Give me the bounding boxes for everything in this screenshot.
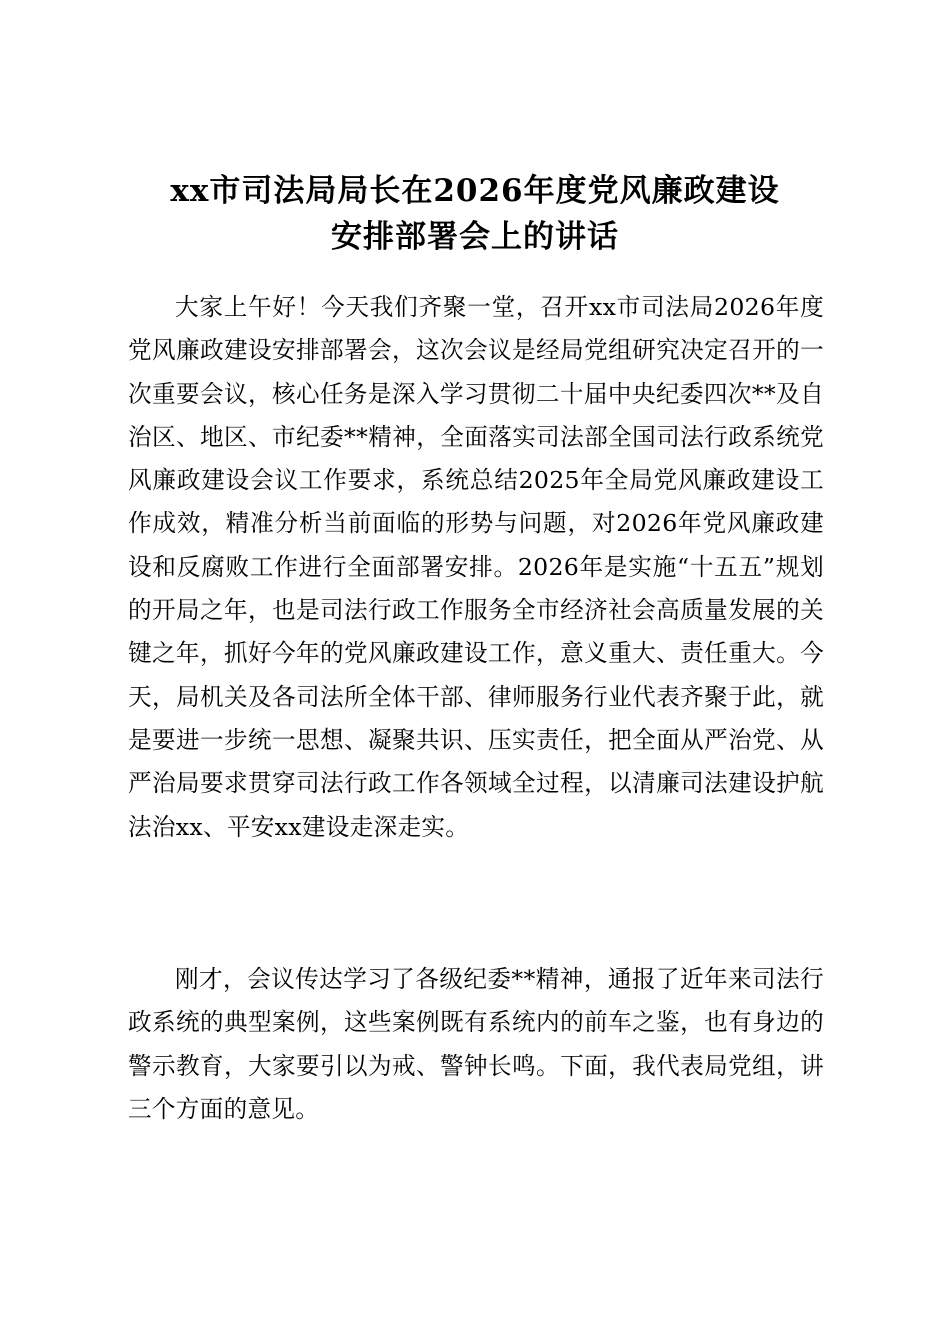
body-paragraph-2: 刚才，会议传达学习了各级纪委**精神，通报了近年来司法行政系统的典型案例，这些案例既有系统内的前车之鉴，也有身边的警示教育，大家要引以为戒、警钟长鸣。下面，我代表局党组，讲三个方面的意见。	[128, 965, 824, 1123]
document-title-line-2: 安排部署会上的讲话	[331, 219, 619, 255]
document-title-line-1: xx市司法局局长在2026年度党风廉政建设	[170, 173, 780, 209]
body-paragraph-1: 大家上午好！今天我们齐聚一堂，召开xx市司法局2026年度党风廉政建设安排部署会，这次会议是经局党组研究决定召开的一次重要会议，核心任务是深入学习贯彻二十届中央纪委四次**及自治区、地区、市纪委**精神，全面落实司法部全国司法行政系统党风廉政建设会议工作要求，系统总结2025年全局党风廉政建设工作成效，精准分析当前面临的形势与问题，对2026年党风廉政建设和反腐败工作进行全面部署安排。2026年是实施“十五五”规划的开局之年，也是司法行政工作服务全市经济社会高质量发展的关键之年，抓好今年的党风廉政建设工作，意义重大、责任重大。今天，局机关及各司法所全体干部、律师服务行业代表齐聚于此，就是要进一步统一思想、凝聚共识、压实责任，把全面从严治党、从严治局要求贯穿司法行政工作各领域全过程，以清廉司法建设护航法治xx、平安xx建设走深走实。	[128, 293, 824, 841]
